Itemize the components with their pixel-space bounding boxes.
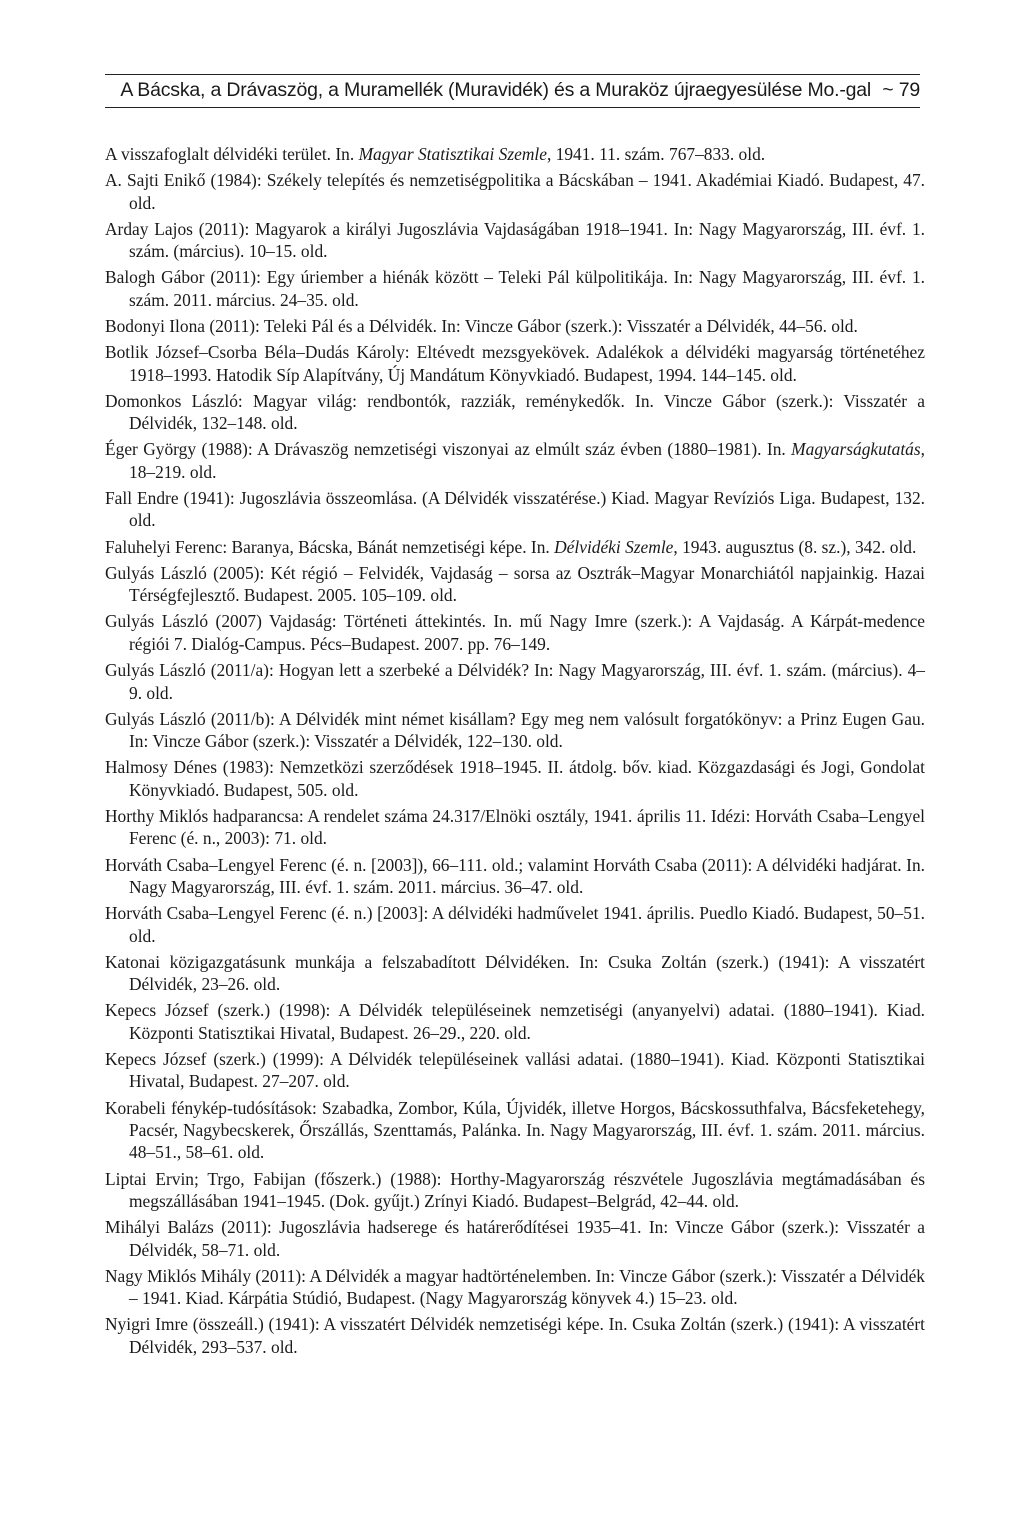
bibliography-entry: Gulyás László (2011/a): Hogyan lett a szerbeké a Délvidék? In: Nagy Magyarország, III. évf. 1. szám. (március). 4–9. old. [105,660,925,703]
running-header-title: A Bácska, a Drávaszög, a Muramellék (Muravidék) és a Muraköz újraegyesülése Mo.-gal [120,79,872,101]
bibliography-entry: Gulyás László (2011/b): A Délvidék mint német kisállam? Egy meg nem valósult forgatókönyv: a Prinz Eugen Gau. In: Vincze Gábor (szerk.): Visszatér a Délvidék, 122–130. old. [105,708,925,752]
bibliography-entry: Botlik József–Csorba Béla–Dudás Károly: Eltévedt mezsgyekövek. Adalékok a délvidéki magyarság történetéhez 1918–1993. Hatodik Síp Alapítvány, Új Mandátum Könyvkiadó. Budapest, 1994. 144–145. old. [105,342,925,385]
bibliography-entry: Nyigri Imre (összeáll.) (1941): A visszatért Délvidék nemzetiségi képe. In. Csuka Zoltán (szerk.) (1941): A visszatért Délvidék, 293–537. old. [105,1314,925,1357]
bibliography-entry: Horváth Csaba–Lengyel Ferenc (é. n. [2003]), 66–111. old.; valamint Horváth Csaba (2011): A délvidéki hadjárat. In. Nagy Magyarország, III. évf. 1. szám. 2011. március. 36–47. old. [105,854,925,897]
bibliography-entry: Gulyás László (2007) Vajdaság: Történeti áttekintés. In. mű Nagy Imre (szerk.): A Vajdaság. A Kárpát-medence régiói 7. Dialóg-Campus. Pécs–Budapest. 2007. pp. 76–149. [105,611,925,654]
bibliography-entry: Halmosy Dénes (1983): Nemzetközi szerződések 1918–1945. II. átdolg. bőv. kiad. Közgazdasági és Jogi, Gondolat Könyvkiadó. Budapest, 505. old. [105,757,925,800]
bibliography-entry: Arday Lajos (2011): Magyarok a királyi Jugoszlávia Vajdaságában 1918–1941. In: Nagy Magyarország, III. évf. 1. szám. (március). 10–15. old. [105,218,925,262]
bibliography-entry: Katonai közigazgatásunk munkája a felszabadított Délvidéken. In: Csuka Zoltán (szerk.) (1941): A visszatért Délvidék, 23–26. old. [105,951,925,995]
bibliography-entry: A visszafoglalt délvidéki terület. In. Magyar Statisztikai Szemle, 1941. 11. szám. 767–833. old. [105,144,766,164]
bibliography-entry: Korabeli fénykép-tudósítások: Szabadka, Zombor, Kúla, Újvidék, illetve Horgos, Bácskossuthfalva, Bácsfeketehegy, Pacsér, Nagybecskerek, Őrszállás, Szenttamás, Palánka. In. Nagy Magyarország, III. évf. 1. szám. 2011. március. 48–51., 58–61. old. [105,1097,925,1163]
bibliography-list [105,143,925,1362]
bibliography-entry: Horváth Csaba–Lengyel Ferenc (é. n.) [2003]: A délvidéki hadművelet 1941. április. Puedlo Kiadó. Budapest, 50–51. old. [105,903,925,946]
bibliography-entry: Domonkos László: Magyar világ: rendbontók, razziák, reménykedők. In. Vincze Gábor (szerk.): Visszatér a Délvidék, 132–148. old. [105,390,925,434]
bibliography-entry: Nagy Miklós Mihály (2011): A Délvidék a magyar hadtörténelemben. In: Vincze Gábor (szerk.): Visszatér a Délvidék – 1941. Kiad. Kárpátia Stúdió, Budapest. (Nagy Magyarország könyvek 4.) 15–23. old. [105,1265,925,1309]
running-header [105,74,920,108]
bibliography-entry: Fall Endre (1941): Jugoszlávia összeomlása. (A Délvidék visszatérése.) Kiad. Magyar Revíziós Liga. Budapest, 132. old. [105,488,925,531]
bibliography-entry: Kepecs József (szerk.) (1999): A Délvidék településeinek vallási adatai. (1880–1941). Kiad. Központi Statisztikai Hivatal, Budapest. 27–207. old. [105,1048,925,1092]
bibliography-entry: Balogh Gábor (2011): Egy úriember a hiénák között – Teleki Pál külpolitikája. In: Nagy Magyarország, III. évf. 1. szám. 2011. március. 24–35. old. [105,267,925,310]
bibliography-entry: Éger György (1988): A Drávaszög nemzetiségi viszonyai az elmúlt száz évben (1880–1981). In. Magyarságkutatás, 18–219. old. [105,439,925,482]
running-header-separator: ~ [882,79,894,101]
page-number: 79 [898,79,920,101]
bibliography-entry: Gulyás László (2005): Két régió – Felvidék, Vajdaság – sorsa az Osztrák–Magyar Monarchiától napjainkig. Hazai Térségfejlesztő. Budapest. 2005. 105–109. old. [105,562,925,606]
bibliography-entry: Bodonyi Ilona (2011): Teleki Pál és a Délvidék. In: Vincze Gábor (szerk.): Visszatér a Délvidék, 44–56. old. [105,316,858,337]
bibliography-entry: Faluhelyi Ferenc: Baranya, Bácska, Bánát nemzetiségi képe. In. Délvidéki Szemle, 1943. augusztus (8. sz.), 342. old. [105,536,917,557]
bibliography-entry: Horthy Miklós hadparancsa: A rendelet száma 24.317/Elnöki osztály, 1941. április 11. Idézi: Horváth Csaba–Lengyel Ferenc (é. n., 2003): 71. old. [105,805,925,849]
bibliography-entry: Kepecs József (szerk.) (1998): A Délvidék településeinek nemzetiségi (anyanyelvi) adatai. (1880–1941). Kiad. Központi Statisztikai Hivatal, Budapest. 26–29., 220. old. [105,1000,925,1043]
bibliography-entry: Mihályi Balázs (2011): Jugoszlávia hadserege és határerődítései 1935–41. In: Vincze Gábor (szerk.): Visszatér a Délvidék, 58–71. old. [105,1217,925,1260]
bibliography-entry: Liptai Ervin; Trgo, Fabijan (főszerk.) (1988): Horthy-Magyarország részvétele Jugoszlávia megtámadásában és megszállásában 1941–1945. (Dok. gyűjt.) Zrínyi Kiadó. Budapest–Belgrád, 42–44. old. [105,1168,925,1211]
bibliography-entry: A. Sajti Enikő (1984): Székely telepítés és nemzetiségpolitika a Bácskában – 1941. Akadémiai Kiadó. Budapest, 47. old. [105,170,925,213]
